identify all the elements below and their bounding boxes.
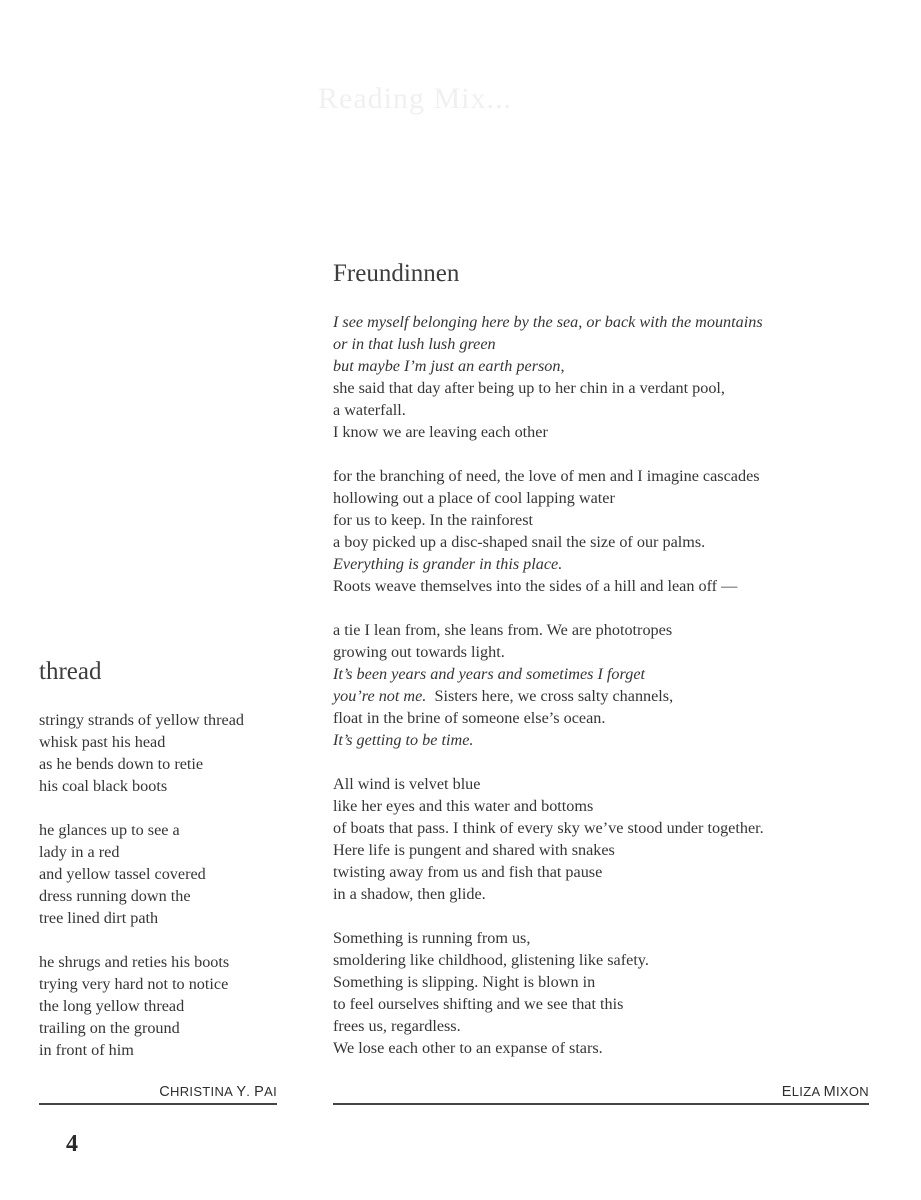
poem-line — [39, 841, 244, 863]
poem-line-text: float in the brine of someone else’s ocean. — [333, 709, 606, 727]
poem-line-text: I know we are leaving each other — [333, 423, 548, 441]
poem-line-text: I see myself belonging here by the sea, or back with the mountains — [333, 313, 763, 331]
poem-line-text: stringy strands of yellow thread — [39, 711, 244, 729]
poem-line-text: It’s getting to be time. — [333, 731, 474, 749]
poem-line-text: Everything is grander in this place. — [333, 555, 563, 573]
poem-title-freundinnen: Freundinnen — [333, 260, 460, 287]
poem-line — [39, 819, 244, 841]
poem-line — [333, 751, 764, 773]
poem-line — [39, 753, 244, 775]
poem-line — [333, 927, 764, 949]
poem-line — [333, 971, 764, 993]
poem-line-text: but maybe I’m just an earth person, — [333, 357, 565, 375]
poem-line — [39, 1017, 244, 1039]
poem-line-text: a tie I lean from, she leans from. We are phototropes — [333, 621, 673, 639]
poem-line-text: in a shadow, then glide. — [333, 885, 486, 903]
poem-body-thread — [39, 709, 244, 1061]
poem-line — [333, 663, 764, 685]
poem-line — [333, 377, 764, 399]
page-number: 4 — [66, 1131, 78, 1157]
poem-line — [333, 487, 764, 509]
poem-line-text: dress running down the — [39, 887, 191, 905]
poem-line — [39, 709, 244, 731]
poem-line — [39, 951, 244, 973]
poem-line — [333, 575, 764, 597]
poem-line-text: We lose each other to an expanse of stars. — [333, 1039, 603, 1057]
poem-line — [333, 993, 764, 1015]
author-divider-right — [333, 1103, 869, 1105]
poem-line — [39, 885, 244, 907]
poem-line — [333, 641, 764, 663]
poem-line-text: like her eyes and this water and bottoms — [333, 797, 594, 815]
poem-line-text: in front of him — [39, 1041, 134, 1059]
poem-line — [333, 861, 764, 883]
poem-line — [39, 907, 244, 929]
author-byline-left: CHRISTINA Y. PAI — [159, 1084, 277, 1100]
poem-line — [333, 1037, 764, 1059]
poem-line — [333, 729, 764, 751]
poem-line — [333, 1015, 764, 1037]
poem-line — [333, 465, 764, 487]
poem-line — [333, 355, 764, 377]
poem-line-text: frees us, regardless. — [333, 1017, 461, 1035]
poem-line-text: hollowing out a place of cool lapping water — [333, 489, 615, 507]
poem-line — [333, 597, 764, 619]
poem-line-text: smoldering like childhood, glistening like safety. — [333, 951, 649, 969]
poem-line — [333, 333, 764, 355]
poem-line — [333, 509, 764, 531]
poem-line-text: growing out towards light. — [333, 643, 505, 661]
poem-line — [39, 731, 244, 753]
poem-line — [333, 619, 764, 641]
author-byline-right: ELIZA MIXON — [781, 1084, 869, 1100]
poem-line-text: tree lined dirt path — [39, 909, 159, 927]
poem-line-text: Here life is pungent and shared with snakes — [333, 841, 615, 859]
poem-line-text: as he bends down to retie — [39, 755, 204, 773]
poem-line — [333, 421, 764, 443]
poem-line — [39, 775, 244, 797]
poem-line-text: to feel ourselves shifting and we see that this — [333, 995, 624, 1013]
poem-line — [39, 1039, 244, 1061]
poem-line-text: trying very hard not to notice — [39, 975, 229, 993]
poem-line — [333, 399, 764, 421]
poem-line — [333, 531, 764, 553]
poem-line-text: lady in a red — [39, 843, 120, 861]
poem-line — [333, 839, 764, 861]
poem-line-text: Something is running from us, — [333, 929, 531, 947]
poem-line — [333, 773, 764, 795]
poem-line — [39, 973, 244, 995]
poem-line-text: for us to keep. In the rainforest — [333, 511, 534, 529]
poem-line — [333, 685, 764, 707]
poem-line — [39, 995, 244, 1017]
poem-line — [333, 553, 764, 575]
poem-line-text-continued: Sisters here, we cross salty channels, — [426, 687, 674, 705]
poem-line — [333, 795, 764, 817]
poem-line — [333, 707, 764, 729]
poem-line-text: a boy picked up a disc-shaped snail the size of our palms. — [333, 533, 706, 551]
poem-line-text: Roots weave themselves into the sides of a hill and lean off — — [333, 577, 738, 595]
poem-body-freundinnen — [333, 311, 764, 1059]
poem-line-text: he glances up to see a — [39, 821, 180, 839]
poem-line — [333, 817, 764, 839]
poem-line — [333, 949, 764, 971]
poem-line-text: It’s been years and years and sometimes I forget — [333, 665, 646, 683]
poem-line-text: whisk past his head — [39, 733, 166, 751]
poem-line-text: Something is slipping. Night is blown in — [333, 973, 596, 991]
poem-line-text: All wind is velvet blue — [333, 775, 481, 793]
poem-line-text: he shrugs and reties his boots — [39, 953, 230, 971]
poem-line-text: a waterfall. — [333, 401, 406, 419]
poem-line-text: his coal black boots — [39, 777, 168, 795]
poem-line — [333, 311, 764, 333]
poem-line-text: the long yellow thread — [39, 997, 185, 1015]
poem-line-text: you’re not me. — [333, 687, 427, 705]
poem-line-text: and yellow tassel covered — [39, 865, 206, 883]
poem-line — [39, 863, 244, 885]
poem-title-thread: thread — [39, 658, 102, 685]
poem-line-text: trailing on the ground — [39, 1019, 180, 1037]
poem-line — [39, 797, 244, 819]
poem-line — [39, 929, 244, 951]
poem-line — [333, 905, 764, 927]
poem-line — [333, 883, 764, 905]
poem-line-text: she said that day after being up to her chin in a verdant pool, — [333, 379, 725, 397]
poem-line — [333, 443, 764, 465]
poem-line-text: or in that lush lush green — [333, 335, 496, 353]
poem-line-text: of boats that pass. I think of every sky we’ve stood under together. — [333, 819, 764, 837]
author-divider-left — [39, 1103, 277, 1105]
poem-line-text: for the branching of need, the love of men and I imagine cascades — [333, 467, 760, 485]
poem-line-text: twisting away from us and fish that pause — [333, 863, 603, 881]
faded-header-text: Reading Mix... — [318, 82, 512, 115]
